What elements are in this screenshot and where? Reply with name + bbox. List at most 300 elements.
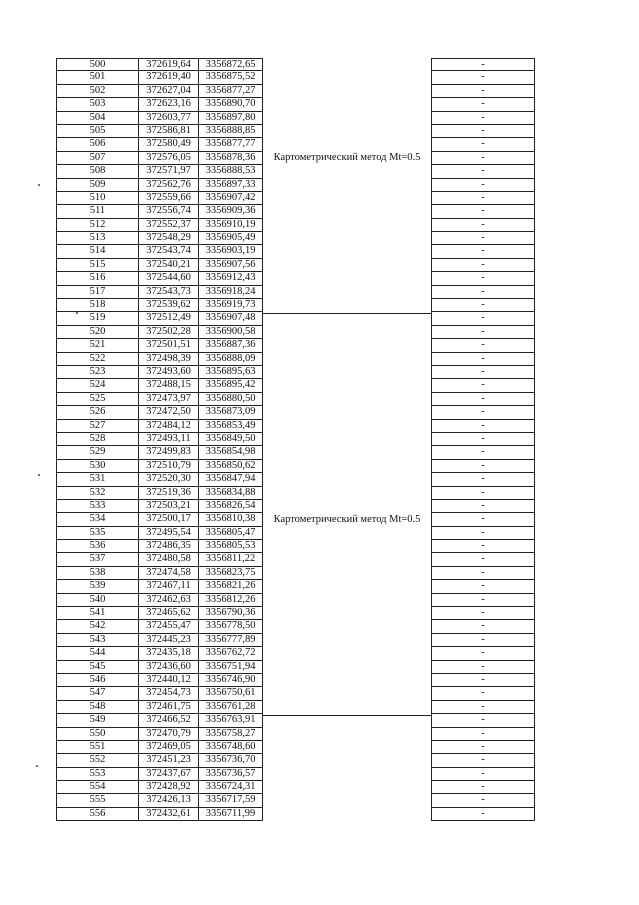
x-coordinate: 372474,58 [138,567,198,579]
y-coordinate: 3356761,28 [198,701,263,713]
table-row [56,232,263,245]
precision-cell: - [431,393,535,405]
point-number: 534 [56,513,138,525]
table-row [431,661,535,674]
point-number: 508 [56,165,138,177]
point-number: 540 [56,594,138,606]
x-coordinate: 372499,83 [138,446,198,458]
table-row [431,219,535,232]
precision-cell: - [431,634,535,646]
point-number: 510 [56,192,138,204]
x-coordinate: 372437,67 [138,768,198,780]
point-number: 556 [56,808,138,820]
precision-cell: - [431,85,535,97]
x-coordinate: 372519,36 [138,487,198,499]
table-row [56,607,263,620]
y-coordinate: 3356750,61 [198,687,263,699]
table-row [56,701,263,714]
y-coordinate: 3356907,48 [198,312,263,324]
table-row [56,219,263,232]
y-coordinate: 3356888,09 [198,353,263,365]
precision-cell: - [431,553,535,565]
table-row [56,460,263,473]
precision-cell: - [431,714,535,726]
table-row [56,58,263,71]
y-coordinate: 3356907,56 [198,259,263,271]
y-coordinate: 3356717,59 [198,794,263,806]
precision-cell: - [431,701,535,713]
point-number: 537 [56,553,138,565]
table-row [56,714,263,727]
point-number: 500 [56,59,138,70]
precision-cell: - [431,567,535,579]
table-row [56,647,263,660]
method-separator [263,313,431,314]
x-coordinate: 372470,79 [138,728,198,740]
y-coordinate: 3356778,50 [198,620,263,632]
y-coordinate: 3356849,50 [198,433,263,445]
scan-speck [38,474,40,476]
x-coordinate: 372520,30 [138,473,198,485]
x-coordinate: 372562,76 [138,179,198,191]
x-coordinate: 372436,60 [138,661,198,673]
y-coordinate: 3356918,24 [198,286,263,298]
precision-cell: - [431,219,535,231]
y-coordinate: 3356736,70 [198,754,263,766]
y-coordinate: 3356880,50 [198,393,263,405]
x-coordinate: 372428,92 [138,781,198,793]
table-row [56,406,263,419]
method-precision-column [431,58,535,821]
table-row [431,433,535,446]
precision-cell: - [431,687,535,699]
point-number: 503 [56,98,138,110]
table-row [56,580,263,593]
point-number: 542 [56,620,138,632]
x-coordinate: 372556,74 [138,205,198,217]
y-coordinate: 3356903,19 [198,245,263,257]
point-number: 553 [56,768,138,780]
table-row [56,366,263,379]
precision-cell: - [431,741,535,753]
point-number: 536 [56,540,138,552]
table-row [56,687,263,700]
point-number: 528 [56,433,138,445]
precision-cell: - [431,312,535,324]
x-coordinate: 372552,37 [138,219,198,231]
table-row [431,487,535,500]
y-coordinate: 3356909,36 [198,205,263,217]
table-row [431,312,535,325]
point-number: 555 [56,794,138,806]
table-row [56,754,263,767]
y-coordinate: 3356724,31 [198,781,263,793]
table-row [431,85,535,98]
x-coordinate: 372467,11 [138,580,198,592]
table-row [431,58,535,71]
precision-cell: - [431,487,535,499]
table-row [431,406,535,419]
y-coordinate: 3356834,88 [198,487,263,499]
precision-cell: - [431,768,535,780]
x-coordinate: 372539,62 [138,299,198,311]
precision-cell: - [431,353,535,365]
table-row [56,393,263,406]
precision-cell: - [431,339,535,351]
x-coordinate: 372461,75 [138,701,198,713]
table-row [431,594,535,607]
table-row [431,714,535,727]
point-number: 515 [56,259,138,271]
y-coordinate: 3356746,90 [198,674,263,686]
x-coordinate: 372432,61 [138,808,198,820]
table-row [431,500,535,513]
table-row [431,567,535,580]
table-row [56,259,263,272]
table-row [56,205,263,218]
point-number: 547 [56,687,138,699]
precision-cell: - [431,661,535,673]
point-number: 527 [56,420,138,432]
table-row [56,620,263,633]
y-coordinate: 3356895,42 [198,379,263,391]
precision-cell: - [431,728,535,740]
precision-cell: - [431,138,535,150]
point-number: 524 [56,379,138,391]
table-row [431,152,535,165]
y-coordinate: 3356736,57 [198,768,263,780]
table-row [431,647,535,660]
table-row [56,553,263,566]
x-coordinate: 372571,97 [138,165,198,177]
point-number: 502 [56,85,138,97]
table-row [431,473,535,486]
precision-cell: - [431,165,535,177]
x-coordinate: 372488,15 [138,379,198,391]
point-number: 520 [56,326,138,338]
table-row [431,527,535,540]
method-separator [263,715,431,716]
table-row [431,205,535,218]
table-row [56,433,263,446]
table-row [56,513,263,526]
x-coordinate: 372462,63 [138,594,198,606]
y-coordinate: 3356751,94 [198,661,263,673]
table-row [431,165,535,178]
precision-cell: - [431,647,535,659]
point-number: 554 [56,781,138,793]
table-row [431,460,535,473]
point-number: 538 [56,567,138,579]
precision-cell: - [431,580,535,592]
table-row [56,85,263,98]
y-coordinate: 3356805,53 [198,540,263,552]
table-row [431,808,535,821]
precision-cell: - [431,59,535,70]
x-coordinate: 372480,58 [138,553,198,565]
x-coordinate: 372503,21 [138,500,198,512]
table-row [431,393,535,406]
x-coordinate: 372498,39 [138,353,198,365]
point-number: 541 [56,607,138,619]
point-number: 519 [56,312,138,324]
x-coordinate: 372472,50 [138,406,198,418]
table-row [56,299,263,312]
x-coordinate: 372469,05 [138,741,198,753]
point-number: 530 [56,460,138,472]
table-row [56,125,263,138]
table-row [56,98,263,111]
point-number: 518 [56,299,138,311]
table-row [56,446,263,459]
x-coordinate: 372540,21 [138,259,198,271]
x-coordinate: 372484,12 [138,420,198,432]
table-row [431,299,535,312]
y-coordinate: 3356758,27 [198,728,263,740]
x-coordinate: 372543,73 [138,286,198,298]
x-coordinate: 372435,18 [138,647,198,659]
table-row [431,125,535,138]
y-coordinate: 3356850,62 [198,460,263,472]
table-row [431,259,535,272]
precision-cell: - [431,112,535,124]
point-number: 504 [56,112,138,124]
point-number: 551 [56,741,138,753]
precision-cell: - [431,674,535,686]
x-coordinate: 372548,29 [138,232,198,244]
precision-cell: - [431,71,535,83]
table-row [56,741,263,754]
point-number: 543 [56,634,138,646]
y-coordinate: 3356762,72 [198,647,263,659]
table-row [56,286,263,299]
table-row [431,353,535,366]
x-coordinate: 372576,05 [138,152,198,164]
precision-cell: - [431,808,535,820]
table-row [56,152,263,165]
table-row [431,326,535,339]
table-row [56,794,263,807]
precision-cell: - [431,420,535,432]
precision-cell: - [431,272,535,284]
x-coordinate: 372466,52 [138,714,198,726]
y-coordinate: 3356905,49 [198,232,263,244]
precision-cell: - [431,232,535,244]
point-number: 517 [56,286,138,298]
y-coordinate: 3356919,73 [198,299,263,311]
point-number: 529 [56,446,138,458]
table-row [56,540,263,553]
y-coordinate: 3356875,52 [198,71,263,83]
precision-cell: - [431,125,535,137]
table-row [56,339,263,352]
x-coordinate: 372454,73 [138,687,198,699]
table-row [431,232,535,245]
table-row [56,165,263,178]
table-row [56,112,263,125]
y-coordinate: 3356853,49 [198,420,263,432]
point-number: 532 [56,487,138,499]
point-number: 509 [56,179,138,191]
y-coordinate: 3356877,77 [198,138,263,150]
precision-cell: - [431,152,535,164]
precision-cell: - [431,299,535,311]
y-coordinate: 3356821,26 [198,580,263,592]
point-number: 506 [56,138,138,150]
table-row [431,701,535,714]
x-coordinate: 372544,60 [138,272,198,284]
y-coordinate: 3356748,60 [198,741,263,753]
precision-cell: - [431,98,535,110]
precision-cell: - [431,366,535,378]
y-coordinate: 3356912,43 [198,272,263,284]
y-coordinate: 3356826,54 [198,500,263,512]
x-coordinate: 372426,13 [138,794,198,806]
y-coordinate: 3356873,09 [198,406,263,418]
table-row [56,808,263,821]
y-coordinate: 3356763,91 [198,714,263,726]
x-coordinate: 372493,11 [138,433,198,445]
table-row [56,500,263,513]
table-row [56,138,263,151]
point-number: 523 [56,366,138,378]
table-row [56,71,263,84]
point-number: 550 [56,728,138,740]
scan-speck [36,765,38,767]
x-coordinate: 372495,54 [138,527,198,539]
precision-cell: - [431,286,535,298]
table-row [56,245,263,258]
x-coordinate: 372486,35 [138,540,198,552]
y-coordinate: 3356847,94 [198,473,263,485]
table-row [56,420,263,433]
table-row [431,620,535,633]
table-row [56,661,263,674]
table-row [431,634,535,647]
precision-cell: - [431,513,535,525]
point-number: 514 [56,245,138,257]
y-coordinate: 3356872,65 [198,59,263,70]
table-row [431,245,535,258]
x-coordinate: 372473,97 [138,393,198,405]
y-coordinate: 3356877,27 [198,85,263,97]
y-coordinate: 3356811,22 [198,553,263,565]
table-row [56,473,263,486]
table-row [56,487,263,500]
x-coordinate: 372455,47 [138,620,198,632]
x-coordinate: 372627,04 [138,85,198,97]
point-number: 549 [56,714,138,726]
precision-cell: - [431,500,535,512]
x-coordinate: 372465,62 [138,607,198,619]
x-coordinate: 372543,74 [138,245,198,257]
method-label: Картометрический метод Mt=0.5 [273,151,421,163]
x-coordinate: 372500,17 [138,513,198,525]
table-row [431,674,535,687]
x-coordinate: 372502,28 [138,326,198,338]
table-row [56,379,263,392]
point-number: 505 [56,125,138,137]
point-number: 545 [56,661,138,673]
x-coordinate: 372445,23 [138,634,198,646]
table-row [56,768,263,781]
x-coordinate: 372559,66 [138,192,198,204]
table-row [431,580,535,593]
point-number: 526 [56,406,138,418]
point-number: 516 [56,272,138,284]
x-coordinate: 372512,49 [138,312,198,324]
point-number: 522 [56,353,138,365]
precision-cell: - [431,259,535,271]
table-row [431,98,535,111]
coordinates-table [56,58,263,821]
y-coordinate: 3356711,99 [198,808,263,820]
y-coordinate: 3356888,53 [198,165,263,177]
y-coordinate: 3356790,36 [198,607,263,619]
table-row [431,112,535,125]
precision-cell: - [431,192,535,204]
table-row [431,741,535,754]
y-coordinate: 3356895,63 [198,366,263,378]
point-number: 512 [56,219,138,231]
table-row [431,138,535,151]
table-row [431,272,535,285]
table-row [431,286,535,299]
table-row [431,607,535,620]
table-row [56,353,263,366]
table-row [431,420,535,433]
point-number: 539 [56,580,138,592]
precision-cell: - [431,781,535,793]
x-coordinate: 372493,60 [138,366,198,378]
point-number: 513 [56,232,138,244]
precision-cell: - [431,620,535,632]
precision-cell: - [431,794,535,806]
table-row [431,540,535,553]
y-coordinate: 3356888,85 [198,125,263,137]
table-row [56,312,263,325]
table-row [431,366,535,379]
table-row [56,179,263,192]
point-number: 521 [56,339,138,351]
table-row [56,326,263,339]
table-row [431,768,535,781]
table-row [56,674,263,687]
precision-cell: - [431,179,535,191]
table-row [431,728,535,741]
y-coordinate: 3356897,80 [198,112,263,124]
table-row [431,446,535,459]
point-number: 525 [56,393,138,405]
precision-cell: - [431,540,535,552]
table-row [56,272,263,285]
table-row [431,781,535,794]
precision-cell: - [431,754,535,766]
x-coordinate: 372451,23 [138,754,198,766]
point-number: 501 [56,71,138,83]
y-coordinate: 3356812,26 [198,594,263,606]
table-row [431,754,535,767]
y-coordinate: 3356805,47 [198,527,263,539]
y-coordinate: 3356890,70 [198,98,263,110]
precision-cell: - [431,446,535,458]
precision-cell: - [431,607,535,619]
table-row [431,379,535,392]
table-row [431,71,535,84]
table-row [56,527,263,540]
method-label: Картометрический метод Mt=0.5 [273,513,421,525]
table-row [431,192,535,205]
